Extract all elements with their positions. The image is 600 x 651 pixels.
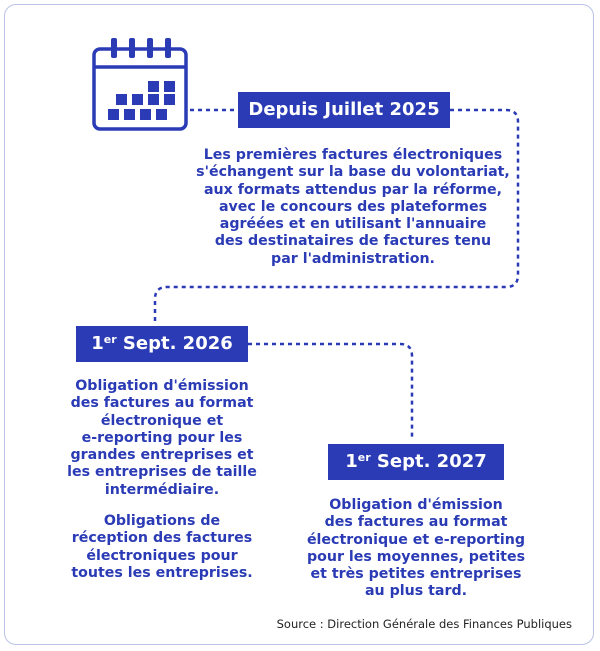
description-line: des factures au format: [324, 514, 508, 531]
description-line: agréées et en utilisant l'annuaire: [219, 216, 487, 233]
description-line: et très petites entreprises: [310, 566, 522, 583]
description-line: e-reporting pour les: [81, 429, 243, 446]
milestone-2025-date: Depuis Juillet 2025: [248, 99, 440, 120]
description-line: électroniques pour: [86, 547, 238, 564]
milestone-2027-date-badge: [328, 444, 504, 480]
description-line: électronique et e-reporting: [306, 531, 526, 548]
milestone-2027-date: Sept. 2027: [370, 451, 487, 472]
milestone-2027-description: [296, 497, 536, 601]
description-line: au plus tard.: [364, 583, 467, 600]
milestone-2026-date: Sept. 2026: [116, 333, 233, 354]
description-line: électronique et: [100, 412, 224, 429]
milestone-2026-description-2: [40, 513, 284, 582]
description-line: pour les moyennes, petites: [306, 548, 526, 565]
description-line: intermédiaire.: [104, 481, 220, 498]
description-line: Les premières factures électroniques: [203, 147, 503, 163]
description-line: les entreprises de taille: [67, 464, 257, 481]
source-caption: Source : Direction Générale des Finances Publiques: [276, 617, 572, 631]
description-line: avec le concours des plateformes: [218, 198, 488, 215]
milestone-2026-date-prefix: 1: [91, 333, 104, 354]
milestone-2026-date-badge: [76, 326, 248, 362]
description-line: réception des factures: [71, 530, 253, 547]
description-line: par l'administration.: [271, 250, 435, 267]
milestone-2025-date-badge: [238, 92, 450, 128]
milestone-2027-date-prefix: 1: [345, 451, 358, 472]
description-line: aux formats attendus par la réforme,: [203, 181, 503, 198]
description-line: des destinataires de factures tenu: [214, 233, 492, 250]
description-line: Obligation d'émission: [75, 378, 249, 394]
milestone-2026-date-sup: er: [103, 333, 117, 346]
milestone-2026-description: [40, 378, 284, 499]
description-line: Obligation d'émission: [329, 497, 503, 513]
description-line: Obligations de: [103, 513, 221, 529]
description-line: s'échangent sur la base du volontariat,: [196, 164, 510, 181]
milestone-2027-date-sup: er: [357, 451, 371, 464]
calendar-icon: [92, 38, 188, 132]
description-line: toutes les entreprises.: [71, 564, 253, 581]
milestone-2025-description: [168, 147, 538, 268]
description-line: grandes entreprises et: [70, 447, 254, 464]
description-line: des factures au format: [70, 395, 254, 412]
